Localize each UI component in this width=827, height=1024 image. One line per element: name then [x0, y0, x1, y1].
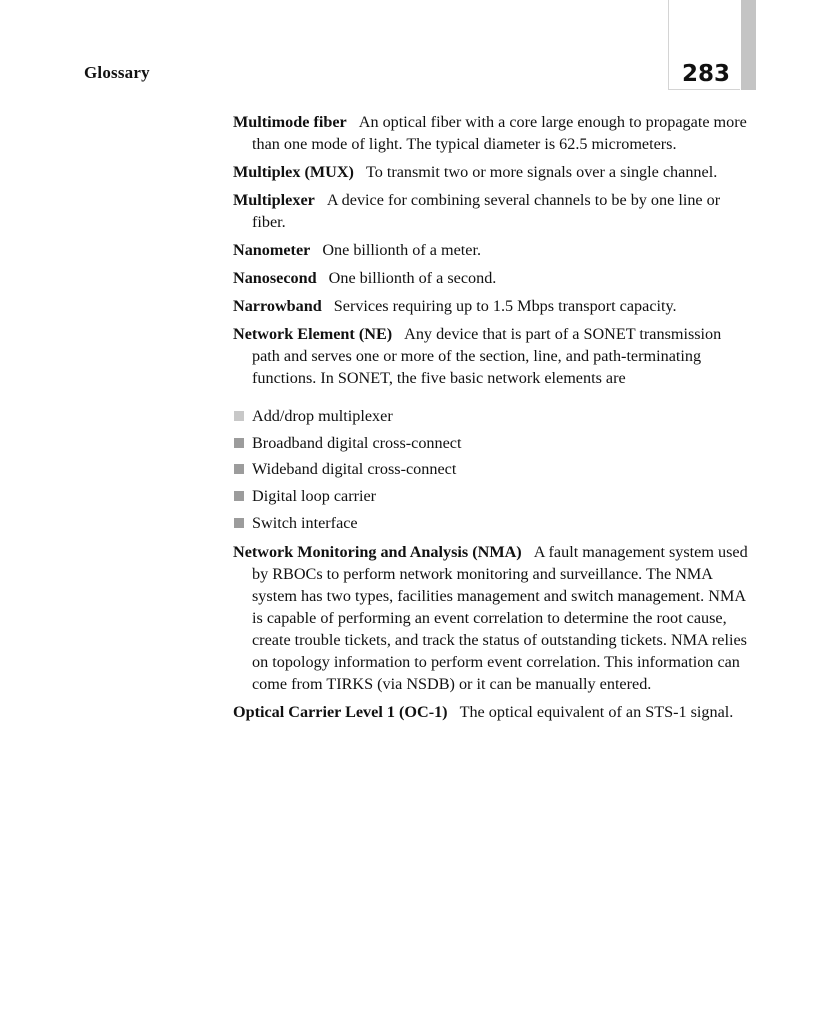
list-item-label: Add/drop multiplexer — [252, 407, 393, 425]
glossary-entry-network-monitoring — [233, 541, 749, 695]
glossary-entry-multiplexer — [233, 189, 749, 233]
glossary-term: Narrowband — [233, 297, 322, 315]
list-item — [233, 432, 749, 454]
network-elements-list — [233, 405, 749, 534]
list-item-label: Digital loop carrier — [252, 487, 377, 506]
list-item — [233, 405, 749, 427]
square-bullet-icon — [234, 411, 244, 421]
glossary-term: Network Monitoring and Analysis (NMA) — [233, 542, 522, 561]
glossary-definition: A device for combining several channels to be by one line or fiber. — [252, 191, 721, 231]
glossary-definition: One billionth of a second. — [328, 269, 497, 287]
glossary-term: Network Element (NE) — [233, 325, 393, 343]
page-header-title: Glossary — [84, 63, 150, 82]
square-bullet-icon — [234, 491, 244, 501]
page-number-box — [668, 0, 740, 90]
glossary-content — [233, 111, 749, 729]
glossary-definition: A fault management system used by RBOCs to perform network monitoring and surveillance. The NMA system has two types, facilities management and switch management. NMA is capable of performing an event correlation to determine the root cause, create trouble tickets, and track the status of outstanding tickets. NMA relies on topology information to perform event correlation. This information can come from TIRKS (via NSDB) or it can be manually entered. — [252, 542, 748, 693]
glossary-term: Multiplex (MUX) — [233, 163, 354, 181]
glossary-entry-network-element — [233, 323, 749, 389]
glossary-definition: Any device that is part of a SONET transmission path and serves one or more of the section, line, and path-terminating functions. In SONET, the five basic network elements are — [252, 325, 722, 387]
glossary-entry-narrowband — [233, 295, 749, 317]
glossary-term: Nanometer — [233, 241, 311, 259]
glossary-entry-multimode-fiber — [233, 111, 749, 155]
list-item-label: Wideband digital cross-connect — [252, 460, 457, 479]
glossary-entry-multiplex — [233, 161, 749, 183]
glossary-entry-nanometer — [233, 239, 749, 261]
glossary-definition: Services requiring up to 1.5 Mbps transport capacity. — [333, 297, 677, 315]
page-edge-tab — [741, 0, 756, 90]
glossary-definition: The optical equivalent of an STS-1 signal. — [459, 702, 734, 721]
page-number: 283 — [681, 61, 730, 87]
glossary-term: Nanosecond — [233, 269, 317, 287]
glossary-entry-nanosecond — [233, 267, 749, 289]
glossary-term: Multiplexer — [233, 191, 315, 209]
list-item — [233, 485, 749, 507]
glossary-definition: To transmit two or more signals over a single channel. — [365, 163, 718, 181]
glossary-definition: One billionth of a meter. — [322, 241, 482, 259]
list-item — [233, 512, 749, 534]
glossary-term: Optical Carrier Level 1 (OC-1) — [233, 702, 448, 721]
square-bullet-icon — [234, 518, 244, 528]
list-item-label: Broadband digital cross-connect — [252, 433, 462, 452]
list-item-label: Switch interface — [252, 513, 358, 532]
glossary-definition: An optical fiber with a core large enough to propagate more than one mode of light. The typical diameter is 62.5 micrometers. — [252, 113, 747, 153]
square-bullet-icon — [234, 464, 244, 474]
list-item — [233, 458, 749, 480]
glossary-entry-oc1 — [233, 701, 749, 723]
square-bullet-icon — [234, 438, 244, 448]
glossary-term: Multimode fiber — [233, 113, 347, 131]
